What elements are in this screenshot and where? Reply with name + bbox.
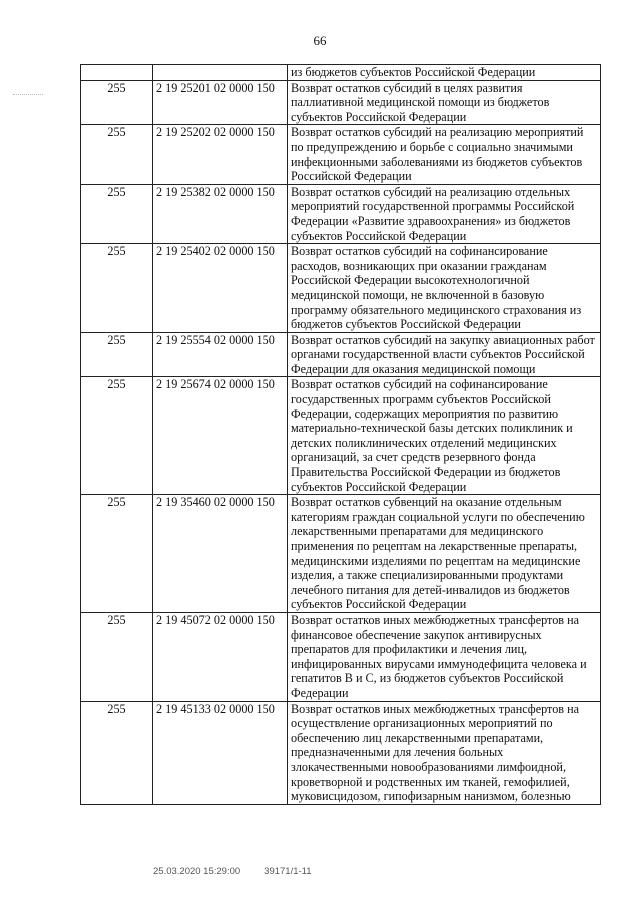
revenue-code-cell: 2 19 25554 02 0000 150: [153, 332, 288, 377]
table-row: [81, 80, 601, 125]
admin-code-cell: 255: [81, 184, 153, 243]
table-row: [81, 244, 601, 333]
admin-code-cell: 255: [81, 80, 153, 125]
revenue-name-cell: Возврат остатков субсидий в целях развития паллиативной медицинской помощи из бюджетов субъектов Российской Федерации: [288, 80, 601, 125]
revenue-name-cell: Возврат остатков субсидий на реализацию отдельных мероприятий государственной программы Российской Федерации «Развитие здравоохранения» из бюджетов субъектов Российской Федерации: [288, 184, 601, 243]
admin-code-cell: 255: [81, 495, 153, 613]
revenue-name-cell: Возврат остатков иных межбюджетных трансфертов на финансовое обеспечение закупок антивирусных препаратов для профилактики и лечения лиц, инфицированных вирусами иммунодефицита человека и гепатитов B и C, из бюджетов субъектов Российской Федерации: [288, 612, 601, 701]
revenue-code-cell: 2 19 45072 02 0000 150: [153, 612, 288, 701]
table-row: [81, 701, 601, 804]
revenue-code-cell: 2 19 35460 02 0000 150: [153, 495, 288, 613]
page-number: 66: [313, 33, 327, 48]
table-row: [81, 65, 601, 81]
table-row: [81, 495, 601, 613]
table-row: [81, 377, 601, 495]
revenue-code-cell: [153, 65, 288, 81]
revenue-code-cell: 2 19 45133 02 0000 150: [153, 701, 288, 804]
admin-code-cell: 255: [81, 612, 153, 701]
revenue-name-cell: Возврат остатков субвенций на оказание отдельным категориям граждан социальной услуги по обеспечению лекарственными препаратами для медицинского применения по рецептам на лекарственные препараты, медицинскими изделиями по рецептам на медицинские изделия, а также специализированными продуктами лечебного питания для детей-инвалидов из бюджетов субъектов Российской Федерации: [288, 495, 601, 613]
revenue-code-cell: 2 19 25202 02 0000 150: [153, 125, 288, 184]
admin-code-cell: 255: [81, 332, 153, 377]
revenue-name-cell: Возврат остатков субсидий на софинансирование расходов, возникающих при оказании гражданам Российской Федерации высокотехнологичной медицинской помощи, не включенной в базовую программу обязательного медицинского страхования из бюджетов субъектов Российской Федерации: [288, 244, 601, 333]
table-row: [81, 612, 601, 701]
revenue-code-cell: 2 19 25674 02 0000 150: [153, 377, 288, 495]
revenue-name-cell: Возврат остатков иных межбюджетных трансфертов на осуществление организационных мероприятий по обеспечению лиц лекарственными препаратами, предназначенными для лечения больных злокачественными новообразованиями лимфоидной, кроветворной и родственных им тканей, гемофилией, муковисцидозом, гипофизарным нанизмом, болезнью: [288, 701, 601, 804]
table-row: [81, 125, 601, 184]
revenue-name-cell: Возврат остатков субсидий на реализацию мероприятий по предупреждению и борьбе с социально значимыми инфекционными заболеваниями из бюджетов субъектов Российской Федерации: [288, 125, 601, 184]
revenue-name-cell: Возврат остатков субсидий на софинансирование государственных программ субъектов Российской Федерации, содержащих мероприятия по развитию материально-технической базы детских поликлиник и детских поликлинических отделений медицинских организаций, за счет средств резервного фонда Правительства Российской Федерации из бюджетов субъектов Российской Федерации: [288, 377, 601, 495]
admin-code-cell: 255: [81, 125, 153, 184]
revenue-name-cell: из бюджетов субъектов Российской Федерации: [288, 65, 601, 81]
revenue-code-cell: 2 19 25402 02 0000 150: [153, 244, 288, 333]
revenue-name-cell: Возврат остатков субсидий на закупку авиационных работ органами государственной власти субъектов Российской Федерации для оказания медицинской помощи: [288, 332, 601, 377]
table-row: [81, 184, 601, 243]
footer-timestamp: 25.03.2020 15:29:00: [153, 866, 241, 877]
margin-mark: [13, 94, 43, 95]
revenue-code-cell: 2 19 25382 02 0000 150: [153, 184, 288, 243]
document-footer: [153, 866, 312, 877]
admin-code-cell: 255: [81, 701, 153, 804]
admin-code-cell: [81, 65, 153, 81]
revenue-code-cell: 2 19 25201 02 0000 150: [153, 80, 288, 125]
table-row: [81, 332, 601, 377]
admin-code-cell: 255: [81, 377, 153, 495]
admin-code-cell: 255: [81, 244, 153, 333]
revenue-codes-table: [80, 64, 601, 805]
footer-doc-ref: 39171/1-11: [264, 866, 312, 877]
